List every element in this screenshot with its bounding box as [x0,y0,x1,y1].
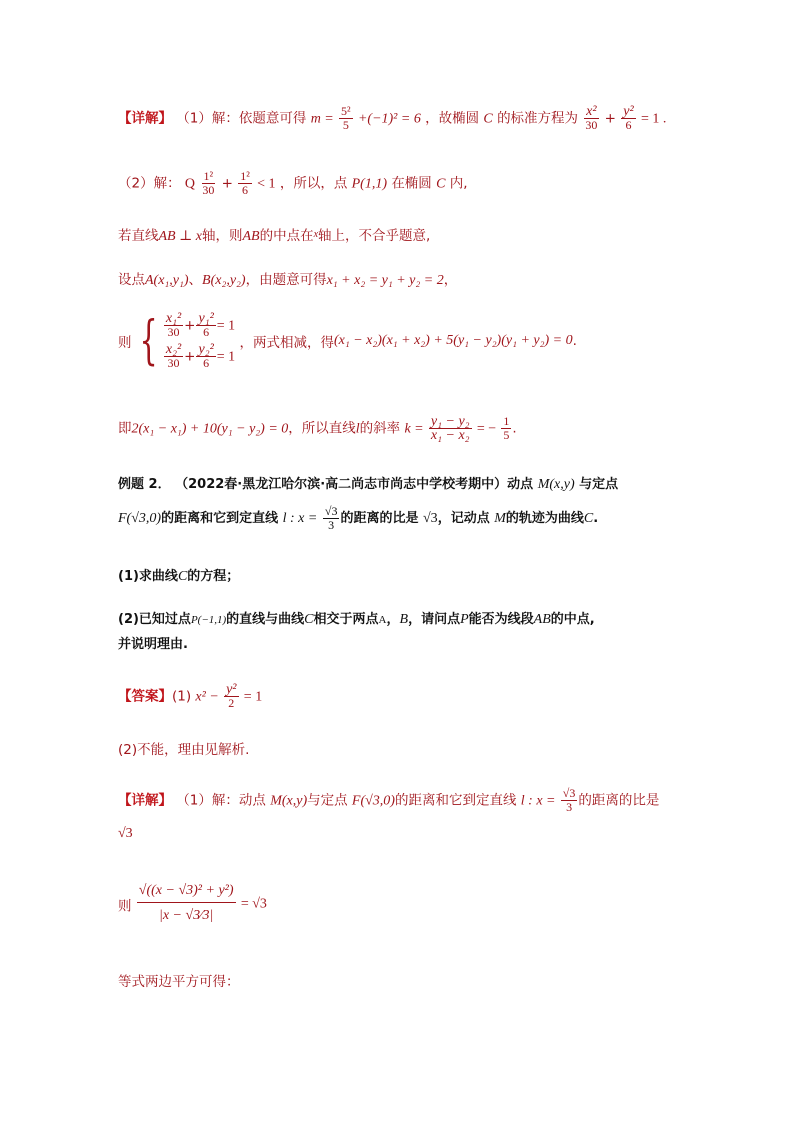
difference-eq: (x₁ − x₂)(x₁ + x₂) + 5(y₁ − y₂)(y₁ + y₂) = 0 [333,333,573,348]
part2-text2: 在椭圆 [391,175,432,192]
question1: (1)求曲线C的方程； [118,569,240,584]
m-expr-b: +(−1)² = 6 [357,111,421,127]
line-l: l [355,421,360,437]
sum-eq: x₁ + x₂ = y₁ + y₂ = 2 [326,273,444,288]
part2-text3: 内, [449,175,468,192]
line6: 即2(x₁ − x₁) + 10(y₁ − y₂) = 0，所以直线l的斜率 k = $\frac{\text{y₁ − y₂}}{\text{x₁ − x₂}}$ = − $\frac{1}{5}$ . [118,414,517,443]
part2-lead: （2）解： [118,175,181,192]
example-source: （2022春·黑龙江哈尔滨·高二尚志市尚志中学校考期中）动点 [175,477,534,492]
detail1-mid: ，故椭圆 [425,110,480,127]
equation-system: $\frac{\text{x₁²}}{30}$ + $\frac{\text{y₁²}}{6}$ = 1 $\frac{\text{x₂²}}{30}$ + $\frac{\text{y₂²}}{6}$ = 1 [165,311,236,370]
line5: 则 { $\frac{\text{x₁²}}{30}$ + $\frac{\text{y₁²}}{6}$ = 1 $\frac{\text{x₂²}}{30}$ + $\frac{\text{y₂²}}{6}$ = 1 ，两式相减，得(x₁ − x₂)(x₁ + x₂) + 5(y₁ − y₂)(y₁ + y₂) = 0. [118,311,577,371]
frac-5sq-5: $\frac{\text{5²}}{5}$ [341,104,351,132]
curve-c: C [436,176,446,192]
question2-line2: 并说明理由. [118,637,188,652]
m-expr-a: m = [310,111,334,127]
part2-line: （2）解： Q $\frac{\text{1²}}{30}$ + $\frac{\text{1²}}{6}$ < 1 ，所以，点 P(1,1) 在椭圆 C 内, [118,169,468,197]
slope-k: k = [404,421,424,437]
detail1-lead: （1）解：依题意可得 [176,110,307,127]
answer-line: 【答案】(1) x² − $\frac{\text{y²}}{2}$ = 1 [118,682,263,710]
frac-1-30: $\frac{\text{1²}}{30}$ [202,169,215,197]
line3: 若直线AB ⊥ x轴，则AB的中点在$^x$轴上，不合乎题意, [118,228,431,244]
question2-line1: (2)已知过点P(−1,1)的直线与曲线C相交于两点A，B，请问点P能否为线段AB的中点, [118,612,595,627]
frac-y2-6: $\frac{\text{y²}}{6}$ [623,104,634,132]
example-label: 例题 2． [118,477,171,492]
point-b: B(x₂,y₂) [202,273,246,288]
frac-x2-30: $\frac{\text{x²}}{30}$ [585,104,598,132]
ab-perp-x: AB ⊥ x [158,229,202,244]
because-symbol: Q [184,176,196,192]
reduced-eq: 2(x₁ − x₁) + 10(y₁ − y₂) = 0 [131,421,289,437]
ineq: < 1 [257,176,276,192]
curve-c: C [483,111,493,127]
x-var: x [313,229,319,240]
last-line: 等式两边平方可得： [118,974,240,990]
ab: AB [242,229,260,244]
eq-end: = 1 . [640,111,667,127]
detail2-line: 【详解】 （1）解：动点 M(x,y)与定点 F(√3,0)的距离和它到定直线 l : x = $\frac{√3}{3}$ 的距离的比是 [118,786,660,814]
frac-1-6: $\frac{\text{1²}}{6}$ [240,169,250,197]
detail2-wrap: √3 [118,826,133,841]
answer2-line: (2)不能，理由见解析. [118,742,250,758]
example2-line1: 例题 2． （2022春·黑龙江哈尔滨·高二尚志市尚志中学校考期中）动点 M(x,y) 与定点 [118,477,619,492]
ratio-equation: 则 $\frac{\text{√((x − √3)² + y²)}}{|x - √3⁄3|}$ = √3 [118,880,267,929]
point-f: F(√3,0) [118,511,162,526]
detail1-tail: 的标准方程为 [497,110,579,127]
point-m: M(x,y) [537,477,575,492]
part2-text1: ，所以，点 [279,175,348,192]
line-l-def: l : x = [282,511,318,526]
detail1-line: 【详解】 （1）解：依题意可得 m = $\frac{\text{5²}}{5}$ +(−1)² = 6 ，故椭圆 C 的标准方程为 $\frac{\text{x²}}{30}$ + $\frac{\text{y²}}{6}$ = 1 . [118,104,667,132]
point-p: P(1,1) [351,176,388,192]
point-a: A(x₁,y₁) [145,273,189,288]
detail-tag: 【详解】 [118,110,172,127]
answer-tag: 【答案】 [118,688,172,705]
example2-line2: F(√3,0)的距离和它到定直线 l : x = $\frac{√3}{3}$ 的距离的比是 √3，记动点 M的轨迹为曲线C. [118,504,599,532]
line4: 设点A(x₁,y₁)、B(x₂,y₂)，由题意可得x₁ + x₂ = y₁ + y₂ = 2， [118,272,458,288]
